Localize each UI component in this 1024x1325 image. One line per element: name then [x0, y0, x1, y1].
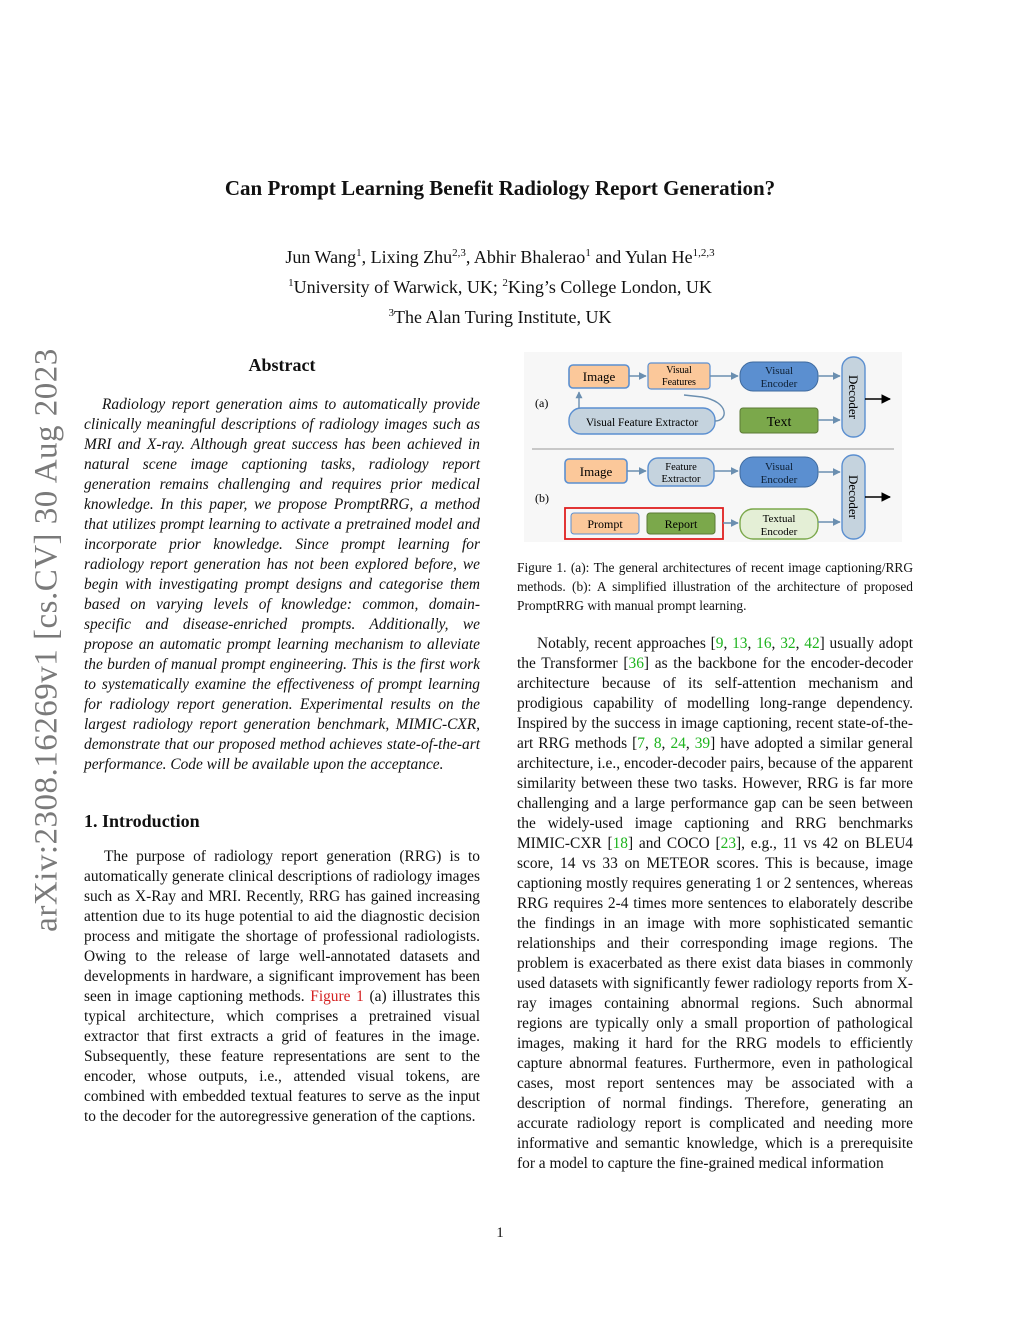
citation-23[interactable]: 23 — [720, 835, 737, 852]
arxiv-identifier: arXiv:2308.16269v1 [cs.CV] 30 Aug 2023 — [28, 348, 65, 932]
left-column — [84, 355, 480, 1127]
right-column — [517, 634, 913, 1174]
b-prompt-label: Prompt — [587, 517, 623, 531]
b-report-label: Report — [664, 517, 698, 531]
a-extractor-label: Visual Feature Extractor — [585, 417, 699, 429]
affiliation-3-marker: 3 — [388, 307, 394, 319]
a-decoder-label: Decoder — [846, 374, 861, 420]
intro-p1-part-a: The purpose of radiology report generation (RRG) is to automatically generate clinical descriptions of radiology images such as X-Ray and MRI. Recently, RRG has gained increasing attention due to its huge potential to aid the diagnostic decision process and mitigate the shortage of professional radiologists. Owing to the release of large well-annotated datasets and developments in hardware, a significant improvement has been seen in image captioning methods. — [84, 848, 480, 1005]
citation-39[interactable]: 39 — [694, 735, 711, 752]
author-2-affiliation: 2,3 — [452, 247, 466, 259]
b-feature-extractor-label-2: Extractor — [661, 474, 701, 485]
panel-a-label: (a) — [535, 396, 549, 410]
abstract-heading: Abstract — [248, 355, 316, 375]
introduction-heading: 1. Introduction — [84, 811, 200, 831]
panel-b-label: (b) — [535, 491, 549, 505]
b-feature-extractor-label-1: Feature — [665, 462, 697, 473]
intro-paragraph-2: Notably, recent approaches [9, 13, 16, 32, 42] usually adopt the Transformer [36] as the backbone for the encoder-decoder architecture because of its self-attention mechanism and prodigious capability of modelling long-range dependency. Inspired by the success in image captioning, recent state-of-the-art RRG methods [7, 8, 24, 39] have adopted a similar general architecture, i.e., encoder-decoder pairs, because of the apparent similarity between these two tasks. However, RRG is far more challenging and a large performance gap can be seen between the widely-used image captioning and RRG benchmarks MIMIC-CXR [18] and COCO [23], e.g., 11 vs 42 on BLEU4 score, 14 vs 33 on METEOR scores. This is because, image captioning mostly requires generating 1 or 2 sentences, whereas RRG requires 2-4 times more sentences to elaborately describe the findings in an image with more sophisticated semantic relationships and their corresponding image regions. The problem is exacerbated as there exist data biases in commonly used datasets with significantly fewer radiology reports from X-ray images containing abnormal regions. Such abnormal regions are typically only a small proportion of pathological images, making it hard for the RRG models to efficiently capture abnormal features. Furthermore, even in pathological cases, most report sentences may be associated with a description of normal findings. Therefore, generating an accurate radiology report is complicated and needing more informative and semantic knowledge, which is a prerequisite for a model to capture the fine-grained medical information — [517, 635, 914, 1172]
p2-part-f: ], e.g., 11 vs 42 on BLEU4 score, 14 vs 33 on METEOR scores. This is because, image captioning mostly requires generating 1 or 2 sentences, whereas RRG requires 2-4 times more sentences to elaborately describe the findings in an image with more sophisticated semantic relationships and their corresponding image regions. The problem is exacerbated as there exist data biases in commonly used datasets with significantly fewer radiology reports from X-ray images containing abnormal regions. Such abnormal regions are typically only a small proportion of pathological images, making it hard for the RRG models to efficiently capture abnormal features. Furthermore, even in pathological cases, most report sentences may be associated with a description of normal findings. Therefore, generating an accurate radiology report is complicated and needing more informative and semantic knowledge, which is a prerequisite for a model to capture the fine-grained medical information — [517, 835, 914, 1172]
b-visual-encoder-label-1: Visual — [764, 461, 794, 473]
p2-part-a: Notably, recent approaches [ — [537, 635, 716, 652]
author-3-affiliation: 1 — [585, 247, 591, 259]
b-textual-encoder-label-2: Encoder — [760, 526, 798, 538]
a-visual-features-label-1: Visual — [666, 365, 692, 376]
affiliation-1-marker: 1 — [288, 277, 294, 289]
citation-8[interactable]: 8 — [653, 735, 662, 752]
figure-1-diagram — [524, 352, 902, 542]
author-3: , Abhir Bhalerao — [465, 247, 586, 267]
citation-36[interactable]: 36 — [628, 655, 644, 672]
p2-part-e: ] and COCO [ — [627, 835, 721, 852]
affiliation-3: The Alan Turing Institute, UK — [393, 307, 612, 327]
a-text-label: Text — [766, 415, 792, 430]
citation-7[interactable]: 7 — [637, 735, 645, 752]
affiliation-1: University of Warwick, UK; — [293, 277, 503, 297]
a-visual-features-label-2: Features — [662, 377, 696, 388]
b-textual-encoder-label-1: Textual — [762, 513, 796, 525]
intro-p1-part-b: (a) illustrates this typical architecture, which comprises a pretrained visual extractor that first extracts a grid of features in the image. Subsequently, these feature representations are sent to the encoder, whose outputs, i.e., attended visual tokens, are combined with embedded textual features to serve as the input to the decoder for the autoregressive generation of the captions. — [84, 988, 481, 1125]
author-names — [0, 240, 1000, 270]
author-1: Jun Wang — [285, 247, 357, 267]
author-4: and Yulan He — [590, 247, 693, 267]
page-number: 1 — [496, 1225, 504, 1241]
figure-1-link[interactable]: Figure 1 — [310, 988, 364, 1005]
b-visual-encoder-label-2: Encoder — [760, 474, 798, 486]
p2-part-c: ] as the backbone for the encoder-decoder architecture because of its self-attention mechanism and prodigious capability of modelling long-range dependency. Inspired by the success in image captioning, recent state-of-the-art RRG methods [ — [517, 655, 913, 752]
citation-18[interactable]: 18 — [612, 835, 628, 852]
b-decoder-label: Decoder — [846, 474, 861, 520]
affiliation-2-marker: 2 — [502, 277, 508, 289]
a-image-label: Image — [582, 369, 616, 384]
abstract-text: Radiology report generation aims to automatically provide clinically meaningful descriptions of radiology images such as MRI and X-ray. Although great success has been achieved in natural scene image captioning tasks, radiology report generation remains challenging and requires prior medical knowledge. In this paper, we propose PromptRRG, a method that utilizes prompt learning to activate a pretrained model and incorporate prior knowledge. Since prompt learning for radiology report generation has not been explored before, we begin with investigating prompt designs and categorise them based on varying levels of knowledge: common, domain-specific and disease-enriched prompts. Additionally, we propose an automatic prompt learning mechanism to alleviate the burden of manual prompt engineering. This is the first work to systematically examine the effectiveness of prompt learning for radiology report generation. Experimental results on the largest radiology report generation benchmark, MIMIC-CXR, demonstrate that our proposed method achieves state-of-the-art performance. Code will be available upon the acceptance. — [84, 396, 480, 773]
affiliation-line-1 — [0, 270, 1000, 300]
author-1-affiliation: 1 — [356, 247, 362, 259]
b-image-label: Image — [579, 464, 613, 479]
affiliation-2: King’s College London, UK — [507, 277, 712, 297]
citation-13[interactable]: 13 — [732, 635, 748, 652]
author-4-affiliation: 1,2,3 — [692, 247, 715, 259]
author-2: , Lixing Zhu — [361, 247, 453, 267]
author-block — [0, 240, 1000, 330]
p2-part-b: ] usually adopt the Transformer [ — [517, 635, 914, 672]
figure-1-caption: Figure 1. (a): The general architectures of recent image captioning/RRG methods. (b): A simplified illustration of the architecture of proposed PromptRRG with manual prompt learning. — [517, 560, 913, 613]
affiliation-line-2 — [0, 300, 1000, 330]
p2-part-d: ] have adopted a similar general architecture, i.e., encoder-decoder pairs, because of the apparent similarity between these two tasks. However, RRG is far more challenging and a large performance gap can be seen between the widely-used image captioning and RRG benchmarks MIMIC-CXR [ — [517, 735, 914, 852]
intro-paragraph-1 — [84, 847, 480, 1127]
citation-42[interactable]: 42 — [804, 635, 820, 652]
citation-16[interactable]: 16 — [756, 635, 772, 652]
a-visual-encoder-label-2: Encoder — [760, 378, 798, 390]
a-visual-encoder-label-1: Visual — [764, 365, 794, 377]
paper-title: Can Prompt Learning Benefit Radiology Report Generation? — [224, 176, 776, 200]
citation-9[interactable]: 9 — [715, 635, 724, 652]
citation-32[interactable]: 32 — [780, 635, 796, 652]
citation-24[interactable]: 24 — [670, 735, 686, 752]
